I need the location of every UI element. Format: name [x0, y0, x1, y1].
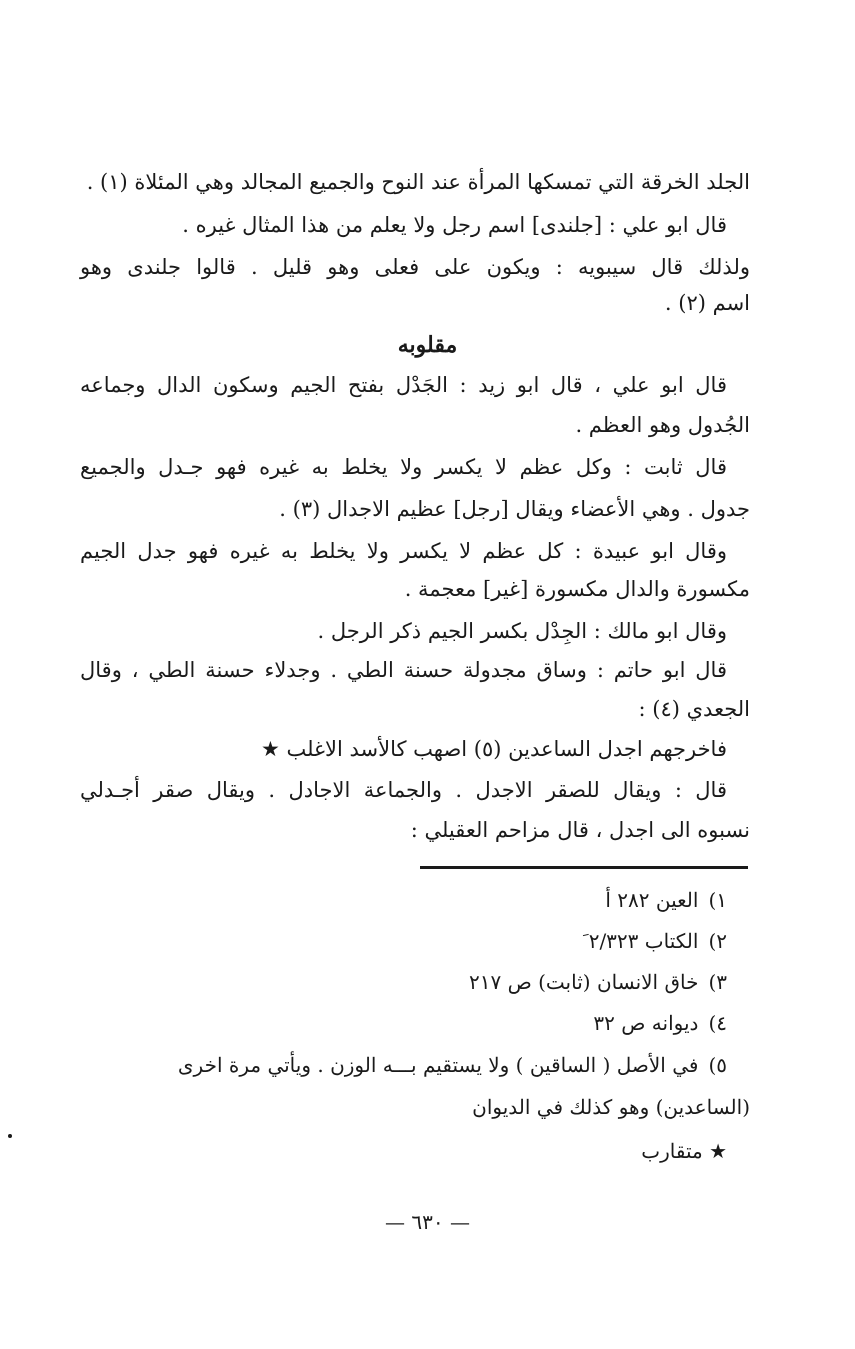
footnote-number: ٣)	[708, 970, 727, 994]
body-line-3: ولذلك قال سيبويه : ويكون على فعلى وهو قليل . قالوا جلندى وهو	[80, 255, 750, 279]
body-line-11: وقال ابو مالك : الجِدْل بكسر الجيم ذكر الرجل .	[317, 619, 727, 643]
footnote-number: ١)	[708, 888, 727, 912]
body-line-10: مكسورة والدال مكسورة [غير] معجمة .	[404, 577, 750, 601]
footnote-4	[593, 1008, 727, 1038]
footnote-3	[469, 967, 727, 997]
page-number: — ٦٣٠ —	[385, 1210, 470, 1234]
footnote-number: ٢)	[708, 929, 727, 953]
footnote-1	[605, 885, 727, 915]
footnote-number: ٥)	[708, 1053, 727, 1077]
verse-line: فاخرجهم اجدل الساعدين (٥) اصهب كالأسد الاغلب ★	[260, 737, 727, 761]
footnote-5-continuation: (الساعدين) وهو كذلك في الديوان	[472, 1095, 750, 1119]
footnote-text: ديوانه ص ٣٢	[593, 1011, 699, 1035]
body-line-2: قال ابو علي : [جلندى] اسم رجل ولا يعلم من هذا المثال غيره .	[182, 213, 727, 237]
body-line-5: قال ابو علي ، قال ابو زيد : الجَدْل بفتح الجيم وسكون الدال وجماعه	[80, 373, 727, 397]
footnote-text: خاق الانسان (ثابت) ص ٢١٧	[468, 970, 699, 994]
body-line-13: الجعدي (٤) :	[638, 697, 750, 721]
body-line-14: قال : ويقال للصقر الاجدل . والجماعة الاجادل . ويقال صقر أجـدلي	[80, 778, 727, 802]
body-line-15: نسبوه الى اجدل ، قال مزاحم العقيلي :	[410, 818, 750, 842]
scan-speck	[8, 1134, 12, 1138]
footnote-5	[178, 1050, 727, 1080]
body-line-9: وقال ابو عبيدة : كل عظم لا يكسر ولا يخلط به غيره فهو جدل الجيم	[80, 539, 727, 563]
body-line-8: جدول . وهي الأعضاء ويقال [رجل] عظيم الاجدال (٣) .	[279, 497, 750, 521]
footnote-text: في الأصل ( الساقين ) ولا يستقيم بـــه الوزن . ويأتي مرة اخرى	[177, 1053, 699, 1077]
footnote-2	[583, 926, 727, 956]
footnote-number: ٤)	[708, 1011, 727, 1035]
footnote-separator	[420, 866, 748, 869]
body-line-7: قال ثابت : وكل عظم لا يكسر ولا يخلط به غيره فهو جـدل والجميع	[80, 455, 727, 479]
body-line-4: اسم (٢) .	[664, 291, 750, 315]
body-line-1: الجلد الخرقة التي تمسكها المرأة عند النوح والجميع المجالد وهي المئلاة (١) .	[86, 170, 750, 194]
meter-note: ★ متقارب	[641, 1139, 727, 1163]
footnote-text: العين ٢٨٢ أ	[605, 888, 699, 912]
footnote-text: الكتاب ٢/٣٢٣ َ	[582, 929, 699, 953]
body-line-12: قال ابو حاتم : وساق مجدولة حسنة الطي . وجدلاء حسنة الطي ، وقال	[80, 658, 727, 682]
body-line-6: الجُدول وهو العظم .	[575, 413, 750, 437]
section-heading: مقلوبه	[397, 332, 458, 358]
